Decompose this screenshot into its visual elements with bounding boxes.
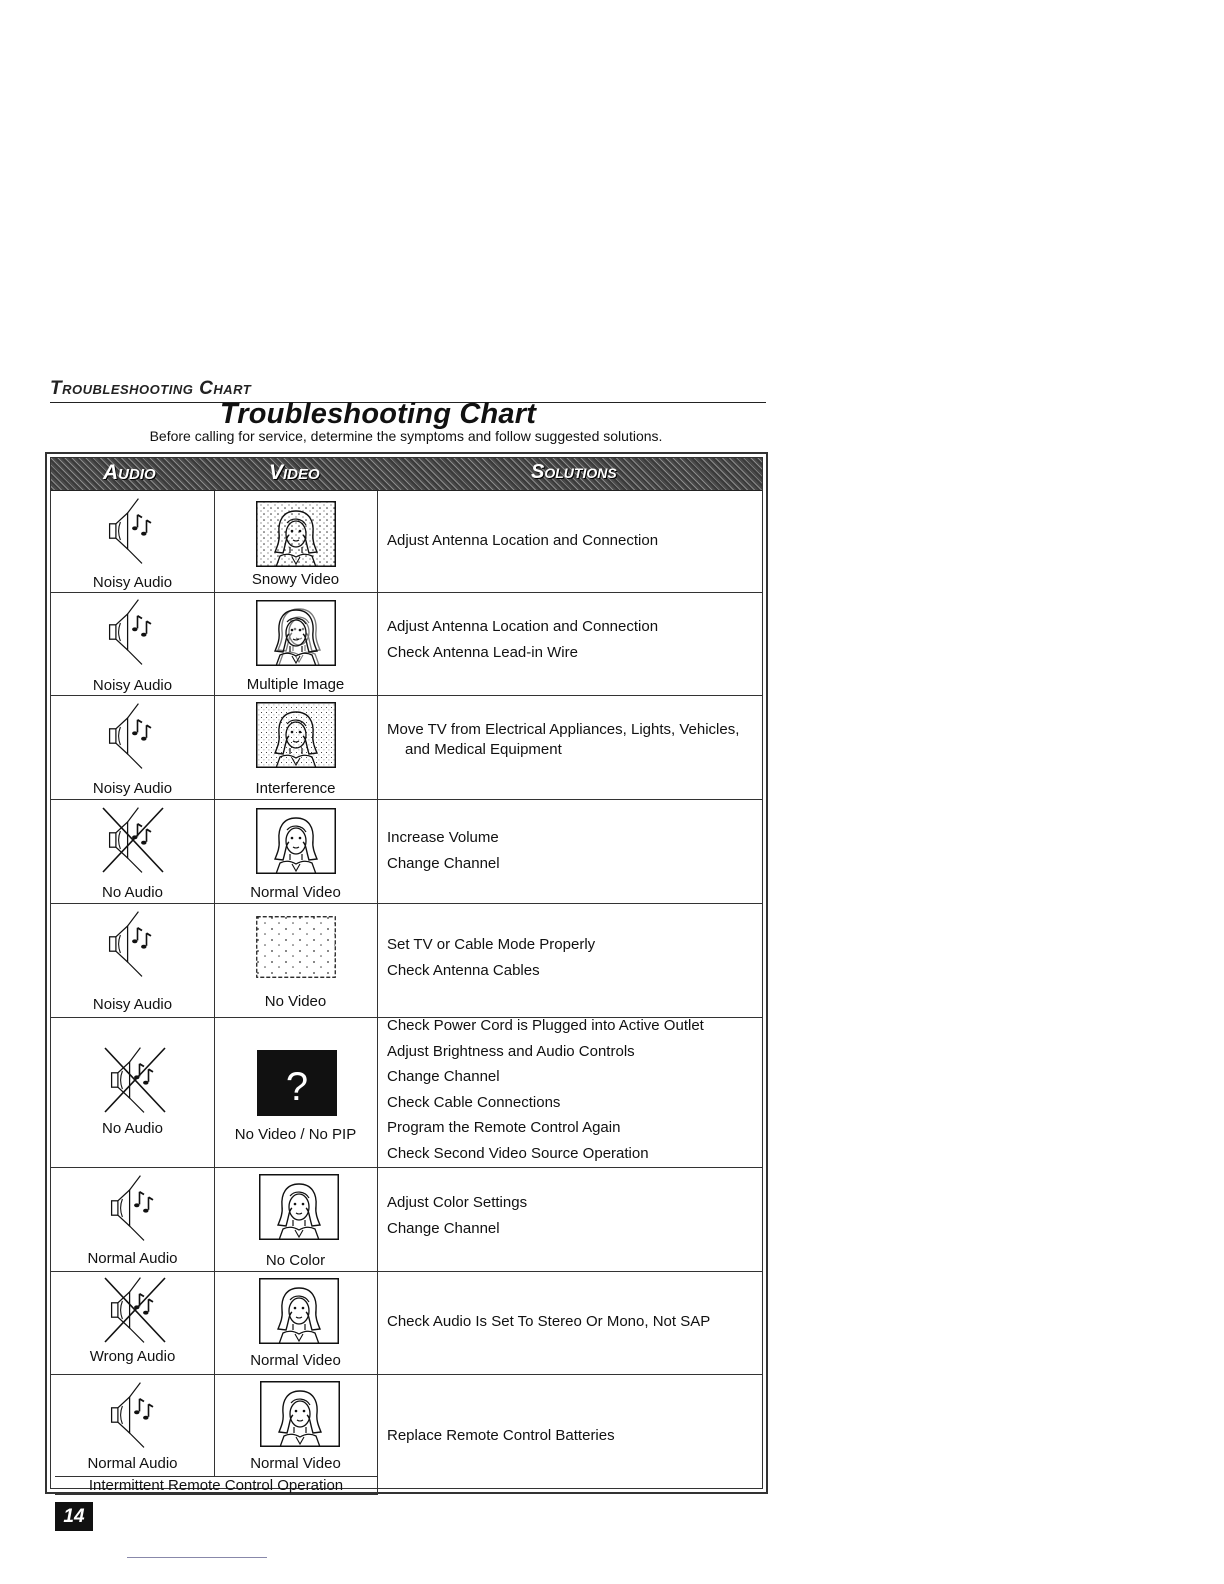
solution-item: and Medical Equipment [405,741,562,758]
speaker-icon [99,1172,171,1244]
solutions-list [387,1309,758,1335]
video-symptom: No Video [264,993,327,1010]
speaker-icon [97,596,169,668]
solution-item: Check Antenna Cables [387,961,540,979]
no-video-screen-icon [256,916,336,978]
footer-divider [127,1557,267,1558]
speaker-icon [97,495,169,567]
multiple-image-screen-icon [256,600,336,666]
page-title: Troubleshooting Chart [219,398,537,430]
solution-item: Change Channel [387,1068,500,1086]
speaker-icon [99,1379,171,1451]
video-symptom: No Color [265,1252,326,1269]
solution-item: Adjust Antenna Location and Connection [387,618,659,635]
solution-item: Change Channel [387,1219,500,1237]
header-solutions: Solutions [531,461,617,483]
video-symptom: Normal Video [250,884,341,901]
solution-item: Increase Volume [387,829,499,846]
solution-item: Adjust Antenna Location and Connection [387,532,659,549]
solution-item: Adjust Brightness and Audio Controls [387,1042,635,1060]
solution-item: Check Antenna Lead-in Wire [387,643,578,661]
solutions-list [387,720,758,760]
header-video: Video [269,461,320,484]
solutions-list [387,614,758,665]
table-row [51,904,762,1018]
solution-item: Check Cable Connections [387,1093,561,1111]
audio-symptom: Noisy Audio [92,677,173,694]
table-row [51,800,762,904]
solutions-list [387,1013,758,1167]
audio-symptom: Noisy Audio [92,996,173,1013]
question-mark: ? [285,1065,309,1109]
audio-symptom: Wrong Audio [89,1348,176,1365]
table-header [51,458,762,491]
solution-item: Check Power Cord is Plugged into Active Outlet [387,1017,704,1034]
no-audio-speaker-icon [99,1044,171,1116]
normal-screen-icon [260,1381,340,1447]
troubleshooting-table [45,452,768,1494]
table-row [51,491,762,593]
speaker-icon [97,908,169,980]
video-symptom: Interference [255,780,336,797]
solutions-list [387,825,758,876]
video-symptom: Normal Video [250,1455,341,1472]
footnote-symptom: Intermittent Remote Control Operation [55,1476,378,1495]
wrong-audio-speaker-icon [99,1274,171,1346]
audio-symptom: Noisy Audio [92,780,173,797]
solution-item: Change Channel [387,854,500,872]
no-color-screen-icon [259,1174,339,1240]
solution-item: Adjust Color Settings [387,1194,528,1211]
solutions-list [387,1423,758,1449]
snowy-screen-icon [256,501,336,567]
solutions-list [387,1190,758,1241]
solution-item: Move TV from Electrical Appliances, Lights, Vehicles, [387,721,740,738]
table-row [51,1168,762,1272]
normal-screen-icon [259,1278,339,1344]
solutions-list [387,932,758,983]
no-audio-speaker-icon [97,804,169,876]
solution-item: Check Audio Is Set To Stereo Or Mono, Not SAP [387,1313,711,1330]
audio-symptom: Noisy Audio [92,574,173,591]
audio-symptom: Normal Audio [87,1455,178,1472]
speaker-icon [97,700,169,772]
solution-item: Check Second Video Source Operation [387,1144,649,1162]
audio-symptom: No Audio [102,884,163,901]
video-symptom: Multiple Image [246,676,345,693]
table-row [51,1272,762,1375]
question-mark-screen-icon [257,1050,337,1116]
table-row [51,592,762,696]
interference-screen-icon [256,702,336,768]
video-symptom: Normal Video [250,1352,341,1369]
page-subtitle: Before calling for service, determine the symptoms and follow suggested solutions. [149,428,663,444]
header-audio: Audio [103,461,156,484]
solution-item: Replace Remote Control Batteries [387,1427,615,1444]
table-row [51,1018,762,1168]
solutions-list [387,528,758,554]
video-symptom: Snowy Video [251,571,340,588]
normal-screen-icon [256,808,336,874]
solution-item: Program the Remote Control Again [387,1119,621,1137]
solution-item: Set TV or Cable Mode Properly [387,936,596,953]
audio-symptom: No Audio [102,1120,163,1137]
section-label: Troubleshooting Chart [50,378,766,403]
table-row [51,696,762,800]
audio-symptom: Normal Audio [87,1250,178,1267]
page-number: 14 [55,1502,93,1531]
video-symptom: No Video / No PIP [234,1126,357,1143]
